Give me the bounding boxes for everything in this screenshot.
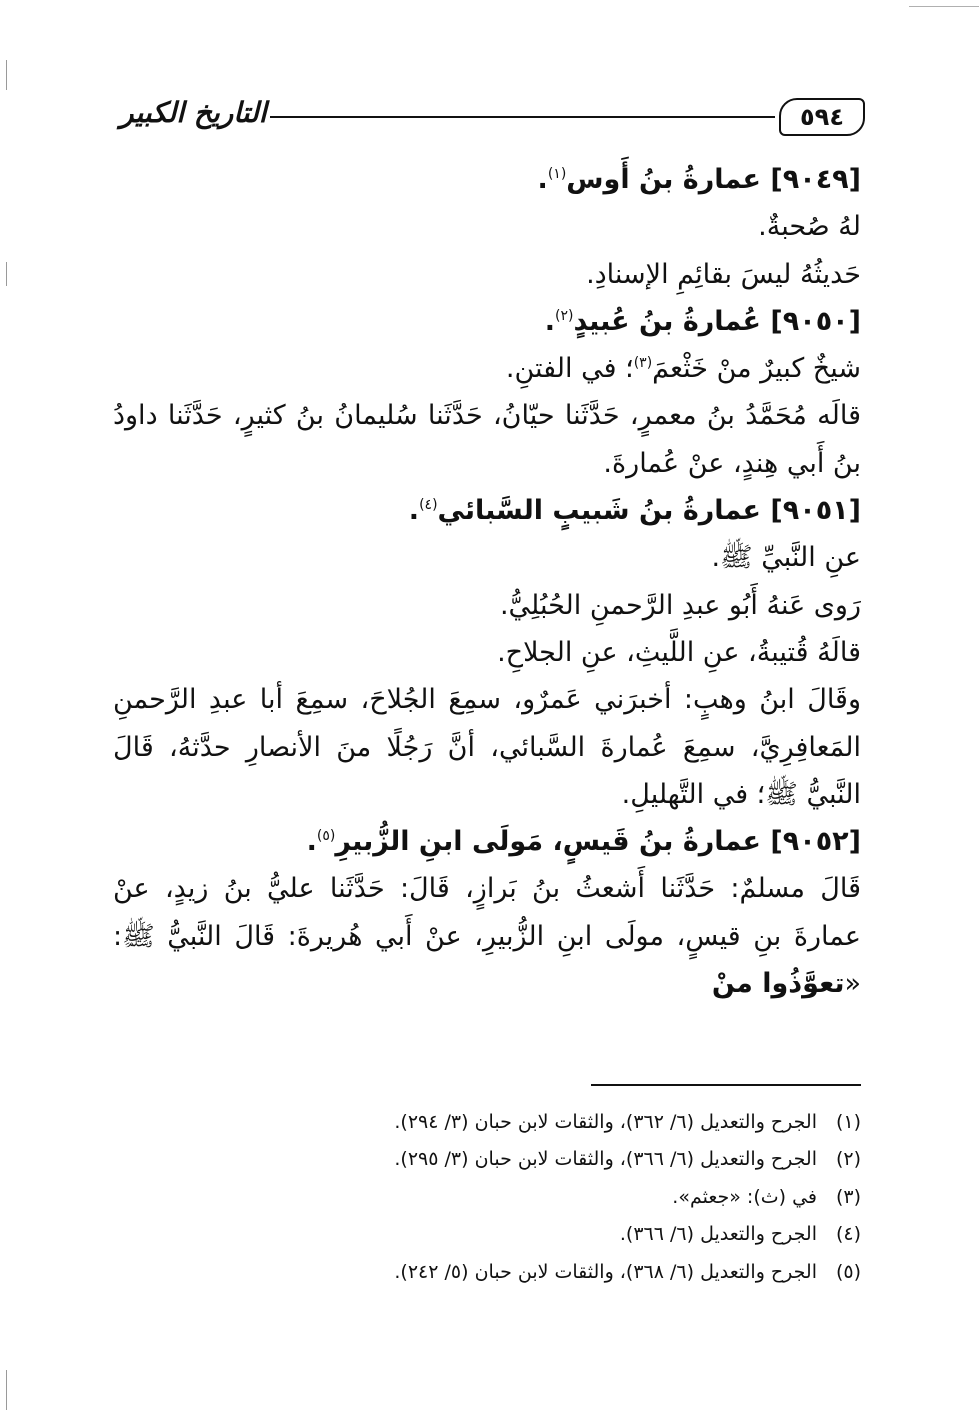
entry-line: لهُ صُحبةٌ.	[758, 211, 861, 243]
footnote-ref: (٣)	[633, 355, 653, 372]
entry-paragraph: وقَالَ ابنُ وهبٍ: أخبرَني عَمرٌو، سمِعَ الجُلاحَ، سمِعَ أبا عبدِ الرَّحمنِ المَعافِرِيَّ، سمِعَ عُمارةَ السَّبائي، أنَّ رَجُلًا منَ الأنصارِ حدَّثهُ، قَالَ النَّبيُّ ﷺ؛ في التَّهليلِ.	[113, 684, 861, 810]
page-header	[120, 96, 865, 140]
page-number: ٥٩٤	[800, 103, 844, 131]
footnote-text: الجرح والتعديل (٦/ ٣٦٢)، والثقات لابن حبان (٣/ ٢٩٤).	[394, 1111, 817, 1133]
header-rule	[270, 116, 775, 118]
scan-edge-mark	[6, 60, 7, 90]
footnotes	[113, 1104, 861, 1291]
footnote-ref: (٢)	[555, 307, 574, 324]
entry-paragraph	[113, 865, 861, 1007]
footnote-text: الجرح والتعديل (٦/ ٣٦٦)، والثقات لابن حبان (٣/ ٢٩٥).	[394, 1148, 817, 1171]
entry-text: شيخٌ كبيرٌ منْ خَثْعمَ	[652, 353, 861, 385]
hadith-text-bold: تعوَّذُوا منْ	[711, 968, 845, 1000]
entry-heading	[113, 156, 861, 203]
punctuation: .	[306, 826, 317, 858]
scan-edge-mark	[6, 262, 7, 286]
scan-edge-mark	[6, 1370, 7, 1410]
punctuation: .	[408, 495, 420, 527]
footnote-item	[113, 1104, 861, 1141]
footnote-number: (٤)	[835, 1223, 861, 1246]
footnote-text: الجرح والتعديل (٦/ ٣٦٦).	[619, 1223, 817, 1246]
footnote-item	[113, 1216, 861, 1253]
footnote-number: (٣)	[835, 1185, 861, 1208]
entry-number: [٩٠٤٩]	[770, 164, 861, 195]
entry-heading	[113, 818, 861, 865]
entry-name: عمارةُ بنُ شَبيبٍ السَّبائي	[437, 495, 771, 527]
entry-line: قالَهُ قُتيبةُ، عنِ اللَّيثِ، عنِ الجلاحِ.	[497, 636, 861, 668]
entry-number: [٩٠٥٠]	[770, 305, 861, 337]
footnote-ref: (٤)	[419, 497, 438, 514]
entry-number: [٩٠٥٢]	[770, 826, 861, 858]
entry-heading	[113, 487, 861, 534]
entry-name: عُمارةُ بنُ عُبيدٍ	[573, 305, 771, 337]
footnote-number: (١)	[835, 1111, 861, 1133]
entry-heading	[113, 298, 861, 345]
running-title: التاريخ الكبير	[120, 96, 267, 129]
entry-number: [٩٠٥١]	[770, 495, 861, 527]
footnote-text: في (ث): «جعثم».	[672, 1185, 817, 1208]
footnote-rule	[591, 1084, 861, 1086]
page-number-badge	[779, 98, 865, 136]
entry-text: ؛ في الفتنِ.	[505, 353, 634, 385]
scan-edge-mark	[909, 6, 979, 7]
main-text	[113, 156, 861, 1007]
footnote-item	[113, 1141, 861, 1178]
entry-name: عمارةُ بنُ قَيسٍ، مَولَى ابنِ الزُّبيرِ	[335, 826, 771, 858]
footnote-ref: (١)	[547, 166, 567, 182]
footnote-text: الجرح والتعديل (٦/ ٣٦٨)، والثقات لابن حبان (٥/ ٢٤٢).	[394, 1260, 817, 1283]
entry-line: حَديثُهُ ليسَ بقائِمِ الإسنادِ.	[586, 258, 861, 290]
footnote-item	[113, 1254, 861, 1291]
entry-text: قَالَ مسلمٌ: حَدَّثَنا أَشعثُ بنُ بَرازٍ، قَالَ: حَدَّثَنا عليُّ بنُ زيدٍ، عنْ عمارةَ بنِ قيسٍ، مولَى ابنِ الزُّبيرِ، عنْ أَبي هُريرةَ: قَالَ النَّبيُّ ﷺ: «	[113, 873, 861, 1000]
punctuation: .	[544, 305, 556, 337]
entry-line	[113, 345, 861, 392]
entry-line: رَوى عَنهُ أَبُو عبدِ الرَّحمنِ الحُبُلِيُّ.	[499, 589, 861, 621]
entry-line: عنِ النَّبيِّ ﷺ.	[711, 542, 861, 574]
footnote-number: (٢)	[835, 1148, 861, 1171]
footnote-ref: (٥)	[316, 828, 336, 845]
footnote-item	[113, 1179, 861, 1216]
footnote-number: (٥)	[835, 1260, 861, 1283]
entry-paragraph: قالَه مُحَمَّدُ بنُ معمرٍ، حَدَّثَنا حيّانُ، حَدَّثَنا سُليمانُ بنُ كثيرٍ، حَدَّثَنا داودُ بنُ أَبي هِندٍ، عنْ عُمارةَ.	[113, 400, 861, 479]
punctuation: .	[537, 164, 548, 195]
entry-name: عمارةُ بنُ أَوس	[566, 164, 771, 195]
